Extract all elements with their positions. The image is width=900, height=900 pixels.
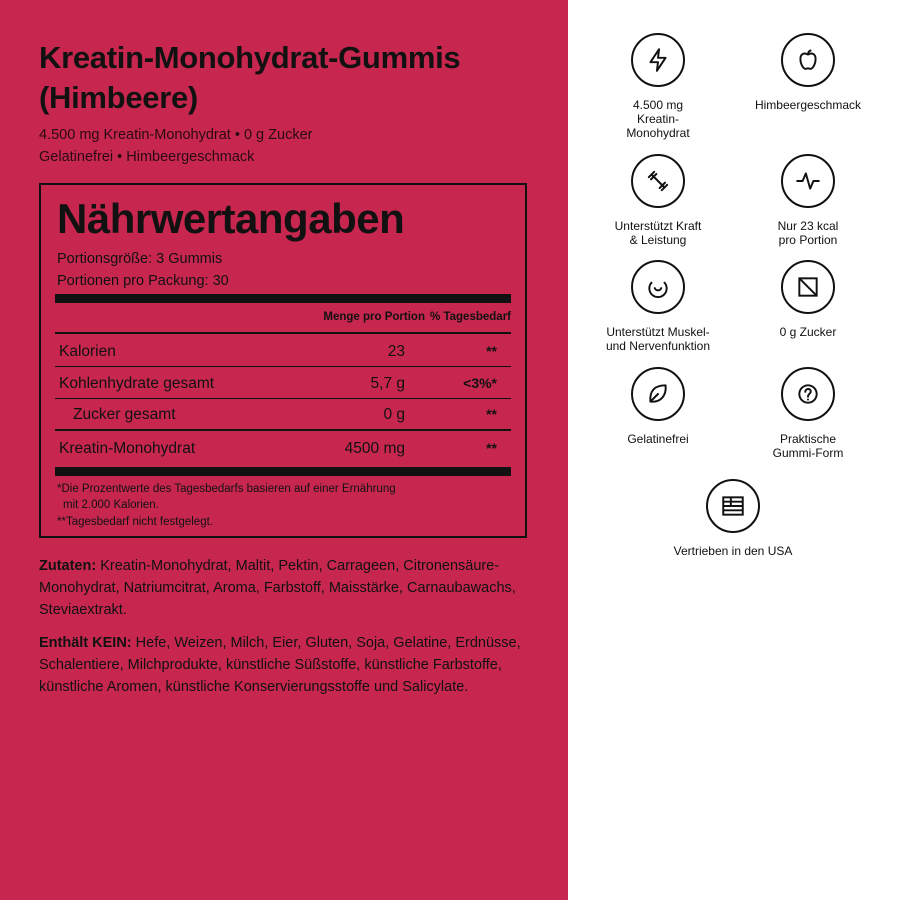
no-sugar-icon: [781, 260, 835, 314]
leaf-icon: [631, 367, 685, 421]
row-label: Kalorien: [59, 343, 116, 360]
free-from-text: Hefe, Weizen, Milch, Eier, Gluten, Soja, Gelatine, Erdnüsse, Schalentiere, Milchprodukte, künstliche Süßstoffe, künstliche Farbstoffe, künstliche Aromen, künstliche Konservierungsstoffe und Salicylate.: [39, 635, 521, 695]
row-amount: 5,7 g: [370, 375, 405, 392]
feature-item: [588, 260, 728, 353]
flag-icon: [706, 479, 760, 533]
row-dv: **: [486, 343, 497, 359]
column-header-amount: Menge pro Portion: [323, 311, 425, 323]
nutrition-row: [55, 335, 511, 367]
row-amount: 0 g: [383, 406, 405, 423]
nutrition-facts-box: [39, 183, 527, 538]
lightning-icon: [631, 33, 685, 87]
header-divider: [55, 332, 511, 334]
feature-icons-panel: [568, 0, 900, 900]
feature-item: [588, 33, 728, 140]
row-dv: **: [486, 440, 497, 456]
ingredients-text: Kreatin-Monohydrat, Maltit, Pektin, Carrageen, Citronensäure-Monohydrat, Natriumcitrat, Aroma, Farbstoff, Maisstärke, Carnaubawachs, Steviaextrakt.: [39, 558, 516, 618]
row-label: Kreatin-Monohydrat: [59, 440, 196, 457]
row-label: Zucker gesamt: [73, 406, 176, 423]
free-from-label: Enthält KEIN:: [39, 635, 132, 651]
row-dv: **: [486, 406, 497, 422]
pulse-icon: [781, 154, 835, 208]
feature-item: [588, 367, 728, 446]
row-divider: [55, 429, 511, 431]
row-dv: <3%*: [463, 375, 497, 391]
feature-item: [738, 154, 878, 247]
thick-divider: [55, 294, 511, 303]
feature-item: [663, 479, 803, 558]
dumbbell-icon: [631, 154, 685, 208]
feature-item: [738, 260, 878, 339]
feature-label: 4.500 mg Kreatin- Monohydrat: [626, 98, 690, 140]
feature-item: [738, 367, 878, 460]
column-header-dv: % Tagesbedarf: [430, 311, 511, 323]
feature-label: Gelatinefrei: [627, 432, 689, 446]
product-subtitle-1: 4.500 mg Kreatin-Monohydrat • 0 g Zucker: [39, 127, 313, 143]
feature-label: Praktische Gummi-Form: [772, 432, 844, 460]
footnote: **Tagesbedarf nicht festgelegt.: [57, 516, 213, 528]
apple-icon: [781, 33, 835, 87]
nutrition-row: [55, 432, 511, 464]
feature-label: Unterstützt Kraft & Leistung: [614, 219, 702, 247]
feature-label: Nur 23 kcal pro Portion: [777, 219, 839, 247]
nutrition-heading: Nährwertangaben: [57, 195, 405, 242]
feature-label: Unterstützt Muskel- und Nervenfunktion: [605, 325, 711, 353]
nutrition-row: [55, 398, 511, 430]
product-subtitle-2: Gelatinefrei • Himbeergeschmack: [39, 149, 255, 165]
feature-item: [588, 154, 728, 247]
feature-item: [738, 33, 878, 112]
footnote: *Die Prozentwerte des Tagesbedarfs basieren auf einer Ernährung: [57, 483, 396, 495]
free-from: [39, 632, 529, 698]
row-amount: 23: [387, 343, 405, 360]
servings-per-pack: Portionen pro Packung: 30: [57, 273, 229, 289]
footnote: mit 2.000 Kalorien.: [63, 499, 159, 511]
serving-size: Portionsgröße: 3 Gummis: [57, 251, 223, 267]
feature-label: 0 g Zucker: [779, 325, 837, 339]
row-amount: 4500 mg: [344, 440, 405, 457]
spiral-icon: [631, 260, 685, 314]
nutrition-row: [55, 367, 511, 399]
feature-label: Himbeergeschmack: [754, 98, 862, 112]
ingredients: [39, 555, 529, 621]
feature-label: Vertrieben in den USA: [673, 544, 793, 558]
thick-divider: [55, 467, 511, 476]
gummy-icon: [781, 367, 835, 421]
row-label: Kohlenhydrate gesamt: [59, 375, 215, 392]
product-title: Kreatin-Monohydrat-Gummis (Himbeere): [39, 40, 461, 115]
ingredients-label: Zutaten:: [39, 558, 97, 574]
